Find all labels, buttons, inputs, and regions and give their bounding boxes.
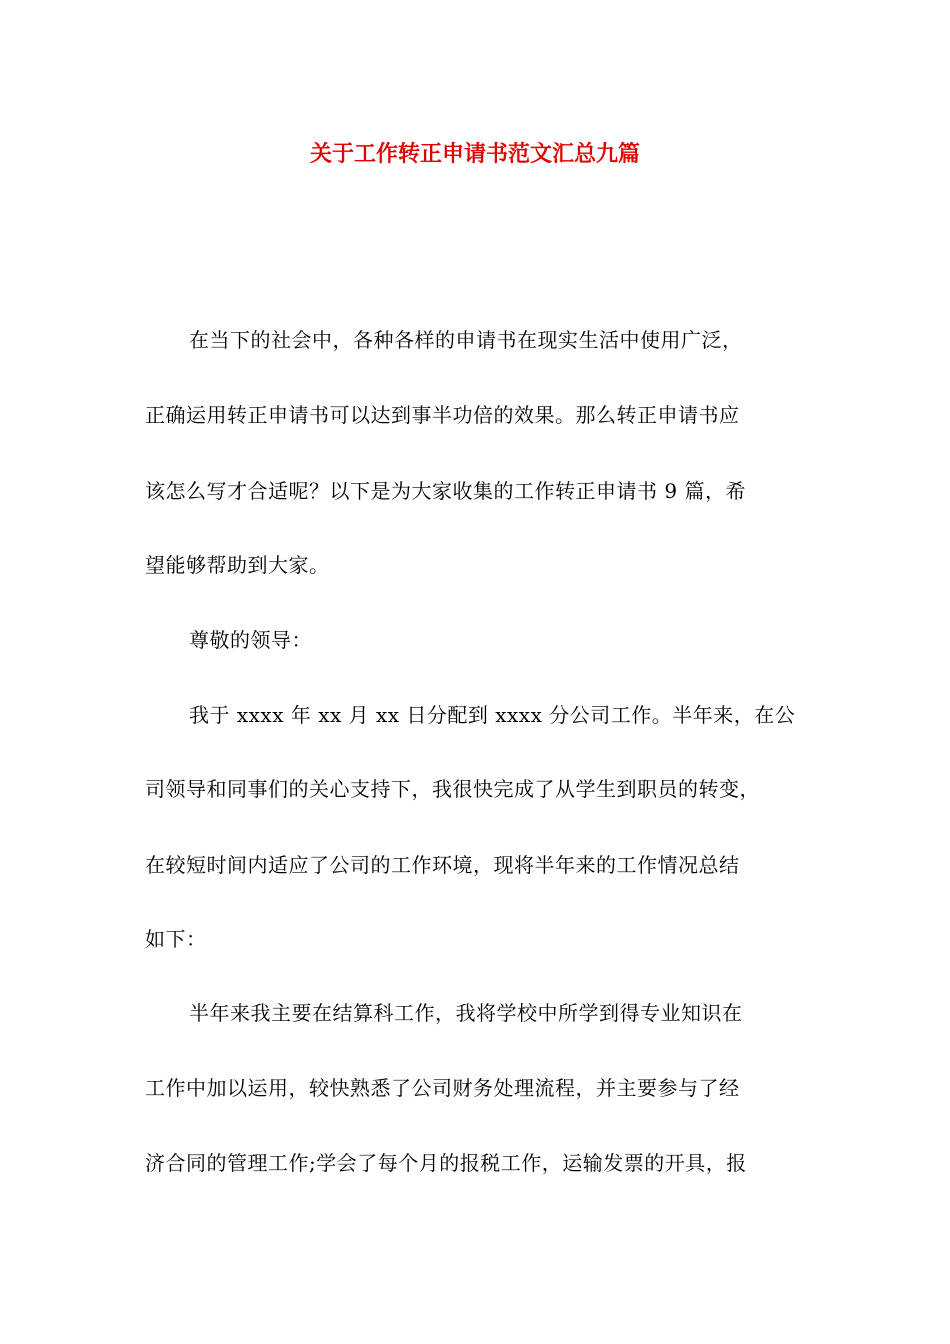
paragraph-line: 在当下的社会中，各种各样的申请书在现实生活中使用广泛， bbox=[189, 328, 743, 352]
paragraph-line: 工作中加以运用，较快熟悉了公司财务处理流程，并主要参与了经 bbox=[145, 1076, 740, 1100]
paragraph-line: 望能够帮助到大家。 bbox=[145, 553, 330, 577]
paragraph-line: 该怎么写才合适呢？以下是为大家收集的工作转正申请书 9 篇，希 bbox=[145, 479, 746, 503]
document-title: 关于工作转正申请书范文汇总九篇 bbox=[309, 141, 640, 167]
paragraph-line: 如下： bbox=[145, 927, 207, 951]
salutation: 尊敬的领导： bbox=[189, 628, 312, 652]
paragraph-line: 我于 xxxx 年 xx 月 xx 日分配到 xxxx 分公司工作。半年来，在公 bbox=[189, 703, 796, 727]
paragraph-line: 正确运用转正申请书可以达到事半功倍的效果。那么转正申请书应 bbox=[145, 403, 740, 427]
paragraph-line: 在较短时间内适应了公司的工作环境，现将半年来的工作情况总结 bbox=[145, 853, 740, 877]
paragraph-line: 司领导和同事们的关心支持下，我很快完成了从学生到职员的转变， bbox=[145, 777, 760, 801]
paragraph-line: 半年来我主要在结算科工作，我将学校中所学到得专业知识在 bbox=[189, 1001, 743, 1025]
paragraph-line: 济合同的管理工作;学会了每个月的报税工作，运输发票的开具，报 bbox=[145, 1151, 747, 1175]
